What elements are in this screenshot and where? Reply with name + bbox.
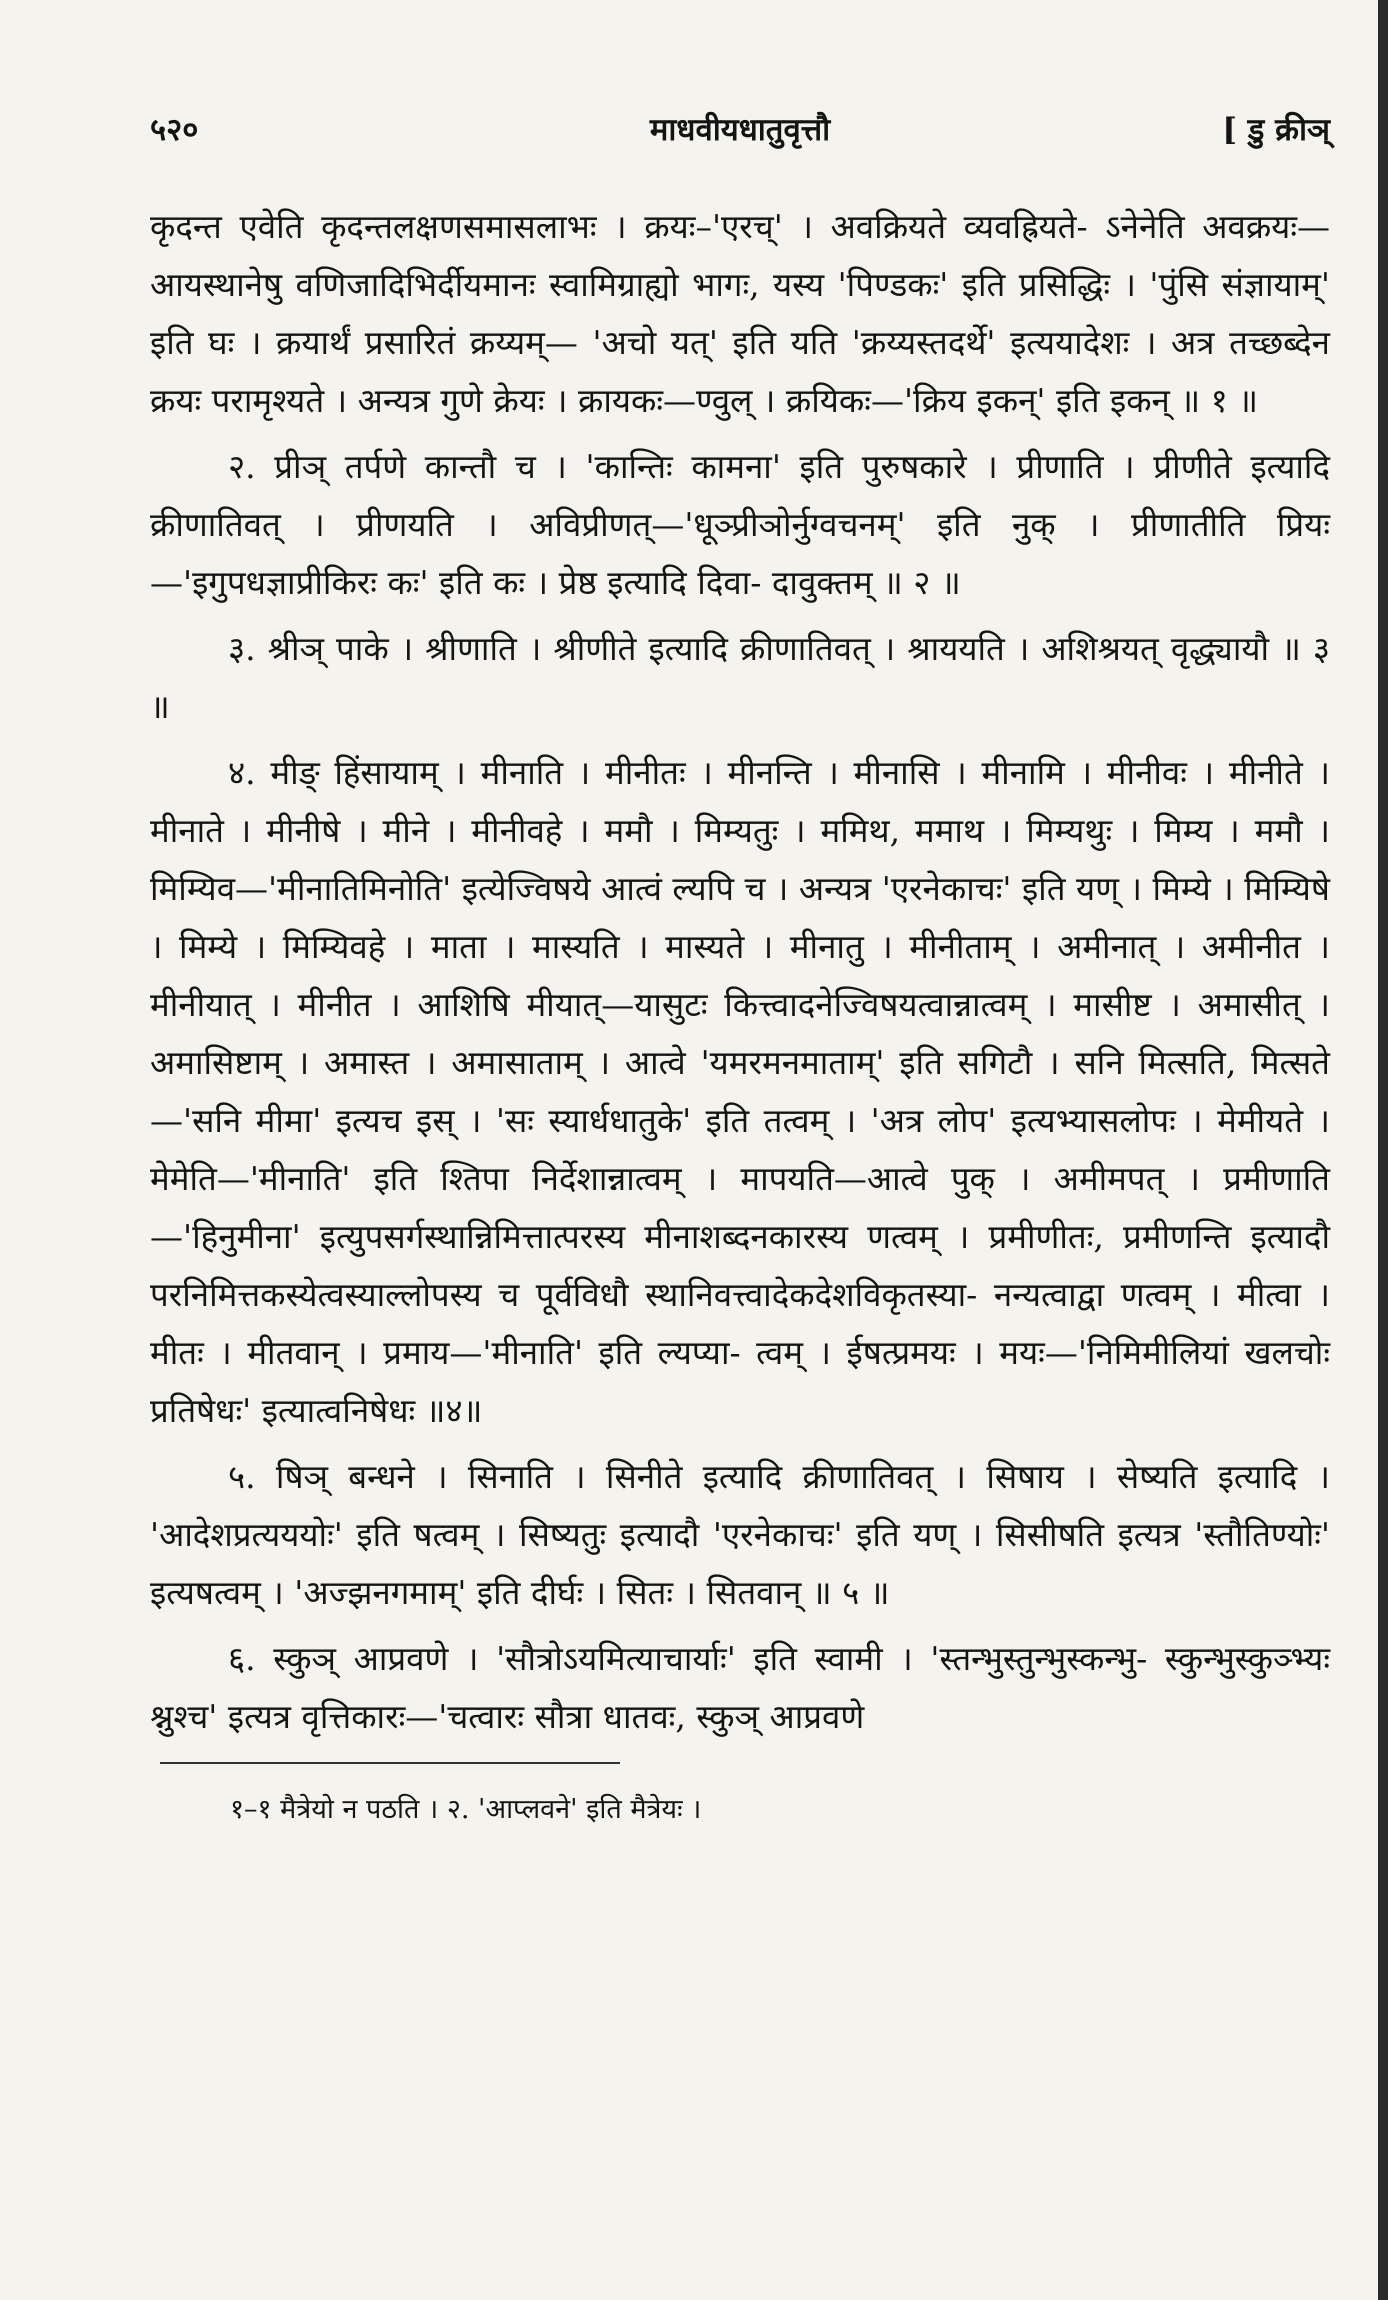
- main-text: [150, 198, 1330, 1746]
- section-marker: [ डु क्रीञ्: [1222, 112, 1330, 148]
- paragraph-entry-5: ५. षिञ् बन्धने । सिनाति । सिनीते इत्यादि क्रीणातिवत् । सिषाय । सेष्यति इत्यादि । 'आदेशप्रत्यययोः' इति षत्वम् । सिष्यतुः इत्यादौ 'एरनेकाचः' इति यण् । सिसीषति इत्यत्र 'स्तौतिण्योः' इत्यषत्वम् । 'अज्झनगमाम्' इति दीर्घः । सितः । सितवान् ॥ ५ ॥: [150, 1457, 1330, 1612]
- running-header: [150, 108, 1330, 158]
- page-number: ५२०: [150, 112, 199, 148]
- footnote-divider: [160, 1762, 620, 1764]
- paragraph-entry-6: ६. स्कुञ् आप्रवणे । 'सौत्रोऽयमित्याचार्याः' इति स्वामी । 'स्तन्भुस्तुन्भुस्कन्भु- स्कुन्भुस्कुञ्भ्यः श्नुश्च' इत्यत्र वृत्तिकारः—'चत्वारः सौत्रा धातवः, स्कुञ् आप्रवणे: [150, 1639, 1330, 1736]
- paragraph-entry-4: ४. मीङ् हिंसायाम् । मीनाति । मीनीतः । मीनन्ति । मीनासि । मीनामि । मीनीवः । मीनीते । मीनाते । मीनीषे । मीने । मीनीवहे । ममौ । मिम्यतुः । ममिथ, ममाथ । मिम्यथुः । मिम्य । ममौ । मिम्यिव—'मीनातिमिनोति' इत्येज्विषये आत्वं ल्यपि च । अन्यत्र 'एरनेकाचः' इति यण् । मिम्ये । मिम्यिषे । मिम्ये । मिम्यिवहे । माता । मास्यति । मास्यते । मीनातु । मीनीताम् । अमीनात् । अमीनीत । मीनीयात् । मीनीत । आशिषि मीयात्—यासुटः कित्त्वादनेज्विषयत्वान्नात्वम् । मासीष्ट । अमासीत् । अमासिष्टाम् । अमास्त । अमासाताम् । आत्वे 'यमरमनमाताम्' इति सगिटौ । सनि मित्सति, मित्सते—'सनि मीमा' इत्यच इस् । 'सः स्यार्धधातुके' इति तत्वम् । 'अत्र लोप' इत्यभ्यासलोपः । मेमीयते । मेमेति—'मीनाति' इति श्तिपा निर्देशान्नात्वम् । मापयति—आत्वे पुक् । अमीमपत् । प्रमीणाति—'हिनुमीना' इत्युपसर्गस्थान्निमित्तात्परस्य मीनाशब्दनकारस्य णत्वम् । प्रमीणीतः, प्रमीणन्ति इत्यादौ परनिमित्तकस्येत्वस्याल्लोपस्य च पूर्वविधौ स्थानिवत्त्वादेकदेशविकृतस्या- नन्यत्वाद्वा णत्वम् । मीत्वा । मीतः । मीतवान् । प्रमाय—'मीनाति' इति ल्यप्या- त्वम् । ईषत्प्रमयः । मयः—'निमिमीलियां खलचोः प्रतिषेधः' इत्यात्वनिषेधः ॥४॥: [150, 753, 1330, 1430]
- page-spine-edge: [1378, 0, 1388, 2300]
- running-title: माधवीयधातुवृत्तौ: [649, 112, 831, 148]
- footnote: १–१ मैत्रेयो न पठति । २. 'आप्लवने' इति मैत्रेयः ।: [230, 1794, 702, 1825]
- paragraph-entry-2: २. प्रीञ् तर्पणे कान्तौ च । 'कान्तिः कामना' इति पुरुषकारे । प्रीणाति । प्रीणीते इत्यादि क्रीणातिवत् । प्रीणयति । अविप्रीणत्—'धूञ्प्रीञोर्नुग्वचनम्' इति नुक् । प्रीणातीति प्रियः—'इगुपधज्ञाप्रीकिरः कः' इति कः । प्रेष्ठ इत्यादि दिवा- दावुक्तम् ॥ २ ॥: [150, 447, 1330, 602]
- paragraph-continuation: कृदन्त एवेति कृदन्तलक्षणसमासलाभः । क्रयः–'एरच्' । अवक्रियते व्यवह्रियते- ऽनेनेति अवक्रयः—आयस्थानेषु वणिजादिभिर्दीयमानः स्वामिग्राह्यो भागः, यस्य 'पिण्डकः' इति प्रसिद्धिः । 'पुंसि संज्ञायाम्' इति घः । क्रयार्थं प्रसारितं क्रय्यम्— 'अचो यत्' इति यति 'क्रय्यस्तदर्थे' इत्ययादेशः । अत्र तच्छब्देन क्रयः परामृश्यते । अन्यत्र गुणे क्रेयः । क्रायकः—ण्वुल् । क्रयिकः—'क्रिय इकन्' इति इकन् ॥ १ ॥: [150, 207, 1330, 420]
- book-page: [150, 108, 1330, 1830]
- paragraph-entry-3: ३. श्रीञ् पाके । श्रीणाति । श्रीणीते इत्यादि क्रीणातिवत् । श्राययति । अशिश्रयत् वृद्ध्यायौ ॥ ३ ॥: [150, 629, 1330, 726]
